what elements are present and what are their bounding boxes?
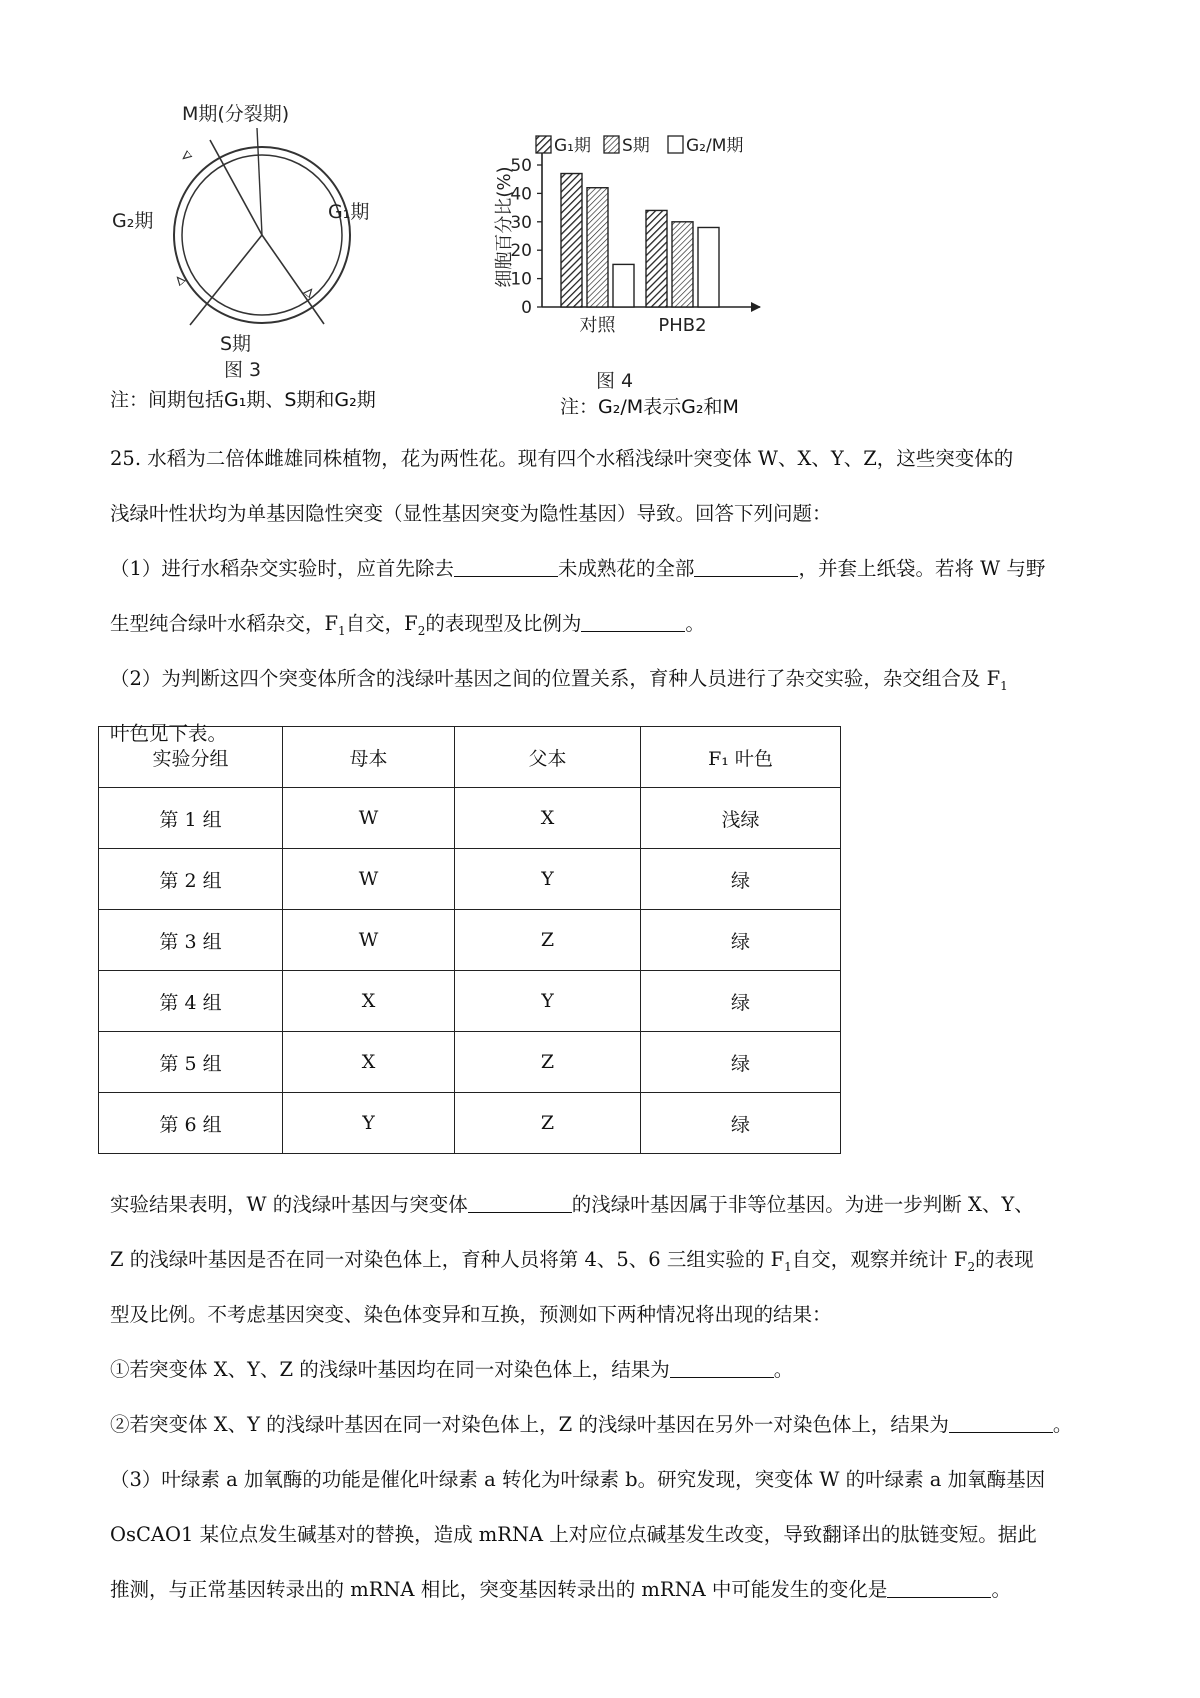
- part2-line-1: [110, 655, 1110, 710]
- part1-text-d: 生型纯合绿叶水稻杂交，F: [110, 612, 339, 635]
- question-25-continued: [110, 1181, 1110, 1621]
- part3-text-1: （3）叶绿素 a 加氧酶的功能是催化叶绿素 a 转化为叶绿素 b。研究发现，突变体 W 的叶绿素 a 加氧酶基因: [110, 1468, 1046, 1491]
- cross-experiment-table: [98, 726, 841, 1154]
- label-g2-phase: G₂期: [112, 210, 154, 232]
- result-text-f: 型及比例。不考虑基因突变、染色体变异和互换，预测如下两种情况将出现的结果：: [110, 1303, 832, 1326]
- table-row: [99, 1032, 841, 1093]
- result-sub-c: 1: [784, 1259, 792, 1274]
- boundary-s-line: [190, 235, 262, 325]
- part3-line-3: [110, 1566, 1110, 1621]
- x-category-label: 对照: [579, 315, 616, 336]
- answer-blank-1[interactable]: [454, 556, 558, 577]
- table-header-cell: 父本: [455, 727, 641, 788]
- table-cell: Z: [455, 1093, 641, 1154]
- table-cell: X: [455, 788, 641, 849]
- part3-text-2: OsCAO1 某位点发生碱基对的替换，造成 mRNA 上对应位点碱基发生改变，导致翻译出的肽链变短。据此: [110, 1523, 1037, 1546]
- table-cell: 绿: [641, 1032, 841, 1093]
- boundary-g1-line: [262, 235, 324, 324]
- part2-text-a: （2）为判断这四个突变体所含的浅绿叶基因之间的位置关系，育种人员进行了杂交实验，杂交组合及 F: [110, 667, 1001, 690]
- table-row: [99, 788, 841, 849]
- figure-3-caption: 图 3: [224, 359, 262, 381]
- result-text-c: Z 的浅绿叶基因是否在同一对染色体上，育种人员将第 4、5、6 三组实验的 F: [110, 1248, 785, 1271]
- table-cell: 绿: [641, 1093, 841, 1154]
- figure-4-bar-chart: [490, 135, 850, 397]
- y-tick-label: 10: [510, 269, 532, 290]
- question-25: [110, 435, 1110, 765]
- figure-4-caption: 图 4: [596, 370, 634, 392]
- bar-1-1: [561, 174, 582, 307]
- part3-end: 。: [991, 1578, 1011, 1601]
- table-cell: 第 2 组: [99, 849, 283, 910]
- result-line-2: [110, 1236, 1110, 1291]
- bar-2-1: [587, 188, 608, 307]
- table-row: [99, 849, 841, 910]
- answer-blank-5[interactable]: [670, 1357, 774, 1378]
- part1-text-f: 的表现型及比例为: [425, 612, 582, 635]
- table-cell: X: [283, 971, 455, 1032]
- result-text-e: 的表现: [975, 1248, 1034, 1271]
- part1-text-e: 自交，F: [345, 612, 418, 635]
- label-g1-phase: G₁期: [328, 201, 370, 223]
- part1-text-g: 。: [685, 612, 705, 635]
- figure-3-note: 注：间期包括G₁期、S期和G₂期: [110, 389, 376, 411]
- table-cell: 绿: [641, 849, 841, 910]
- case-2-text: ②若突变体 X、Y 的浅绿叶基因在同一对染色体上，Z 的浅绿叶基因在另外一对染色体上，结果为: [110, 1413, 949, 1436]
- part2-sub-a: 1: [1000, 678, 1008, 693]
- part3-line-1: [110, 1456, 1110, 1511]
- x-category-label: PHB2: [658, 315, 707, 336]
- y-tick-label: 50: [510, 156, 532, 176]
- bar-1-2: [646, 210, 667, 307]
- y-axis-label: 细胞百分比(%): [494, 166, 515, 288]
- table-cell: 第 1 组: [99, 788, 283, 849]
- table-header-cell: F₁ 叶色: [641, 727, 841, 788]
- result-text-d: 自交，观察并统计 F: [791, 1248, 968, 1271]
- table-cell: Z: [455, 1032, 641, 1093]
- bar-2-2: [672, 222, 693, 307]
- cycle-arrow-left: [178, 278, 190, 292]
- case-1-text: ①若突变体 X、Y、Z 的浅绿叶基因均在同一对染色体上，结果为: [110, 1358, 670, 1381]
- cell-cycle-diagram: [110, 100, 440, 390]
- table-cell: 绿: [641, 910, 841, 971]
- intro-line-2: [110, 490, 1110, 545]
- answer-blank-6[interactable]: [949, 1412, 1053, 1433]
- legend-swatch: [536, 136, 551, 153]
- x-axis-arrow: [751, 302, 761, 312]
- intro-text-2: 浅绿叶性状均为单基因隐性突变（显性基因突变为隐性基因）导致。回答下列问题：: [110, 502, 832, 525]
- table-cell: 第 5 组: [99, 1032, 283, 1093]
- result-sub-d: 2: [967, 1259, 976, 1274]
- table-header-row: [99, 727, 841, 788]
- table-cell: 第 6 组: [99, 1093, 283, 1154]
- figure-3-cell-cycle: [110, 100, 440, 390]
- case-1-line: [110, 1346, 1110, 1401]
- part2-text-b: 叶色见下表。: [110, 722, 228, 745]
- part1-sub-d: 1: [338, 623, 346, 638]
- answer-blank-3[interactable]: [581, 611, 685, 632]
- y-tick-label: 0: [521, 298, 532, 318]
- case-2-line: [110, 1401, 1110, 1456]
- table-header-cell: 母本: [283, 727, 455, 788]
- case-1-end: 。: [773, 1358, 794, 1381]
- table-row: [99, 971, 841, 1032]
- table-cell: W: [283, 788, 455, 849]
- result-text-a: 实验结果表明，W 的浅绿叶基因与突变体: [110, 1193, 468, 1216]
- legend-label: G₂/M期: [686, 136, 744, 156]
- intro-line-1: [110, 435, 1110, 490]
- pointer-m-line: [257, 128, 262, 235]
- table-header-cell: 实验分组: [99, 727, 283, 788]
- part1-sub-e: 2: [417, 623, 426, 638]
- table-cell: Y: [283, 1093, 455, 1154]
- bar-3-2: [698, 227, 719, 307]
- table-cell: W: [283, 910, 455, 971]
- answer-blank-7[interactable]: [887, 1577, 991, 1598]
- table-cell: 绿: [641, 971, 841, 1032]
- table-cell: Y: [455, 849, 641, 910]
- boundary-m-line: [210, 140, 262, 235]
- result-line-3: [110, 1291, 1110, 1346]
- table-cell: W: [283, 849, 455, 910]
- part3-text-3: 推测，与正常基因转录出的 mRNA 相比，突变基因转录出的 mRNA 中可能发生的变化是: [110, 1578, 888, 1601]
- bar-3-1: [613, 264, 634, 307]
- part1-line-2: [110, 600, 1110, 655]
- y-tick-label: 30: [510, 212, 532, 233]
- y-tick-label: 20: [510, 241, 532, 262]
- part1-line-1: [110, 545, 1110, 600]
- legend-swatch: [668, 136, 683, 153]
- label-s-phase: S期: [220, 333, 252, 355]
- result-line-1: [110, 1181, 1110, 1236]
- part1-text-a: （1）进行水稻杂交实验时，应首先除去: [110, 557, 454, 580]
- table-cell: Z: [455, 910, 641, 971]
- case-2-end: 。: [1052, 1413, 1073, 1436]
- legend-label: G₁期: [554, 136, 591, 156]
- answer-blank-2[interactable]: [694, 556, 798, 577]
- bar-chart-svg: [490, 135, 850, 397]
- table-row: [99, 910, 841, 971]
- table-cell: 浅绿: [641, 788, 841, 849]
- table-row: [99, 1093, 841, 1154]
- answer-blank-4[interactable]: [468, 1192, 572, 1213]
- table-cell: 第 3 组: [99, 910, 283, 971]
- table-cell: X: [283, 1032, 455, 1093]
- part3-line-2: [110, 1511, 1110, 1566]
- y-tick-label: 40: [510, 184, 532, 205]
- label-m-phase: M期(分裂期): [182, 103, 290, 125]
- figure-4-note: 注：G₂/M表示G₂和M: [560, 396, 739, 418]
- part1-text-b: 未成熟花的全部: [557, 557, 695, 580]
- cycle-arrow-top: [184, 145, 200, 158]
- table-cell: 第 4 组: [99, 971, 283, 1032]
- intro-text-1: 25. 水稻为二倍体雌雄同株植物，花为两性花。现有四个水稻浅绿叶突变体 W、X、Y、Z，这些突变体的: [110, 447, 1014, 470]
- legend-swatch: [604, 136, 619, 153]
- table-cell: Y: [455, 971, 641, 1032]
- result-text-b: 的浅绿叶基因属于非等位基因。为进一步判断 X、Y、: [571, 1193, 1034, 1216]
- part1-text-c: ，并套上纸袋。若将 W 与野: [798, 557, 1046, 580]
- legend-label: S期: [622, 136, 650, 156]
